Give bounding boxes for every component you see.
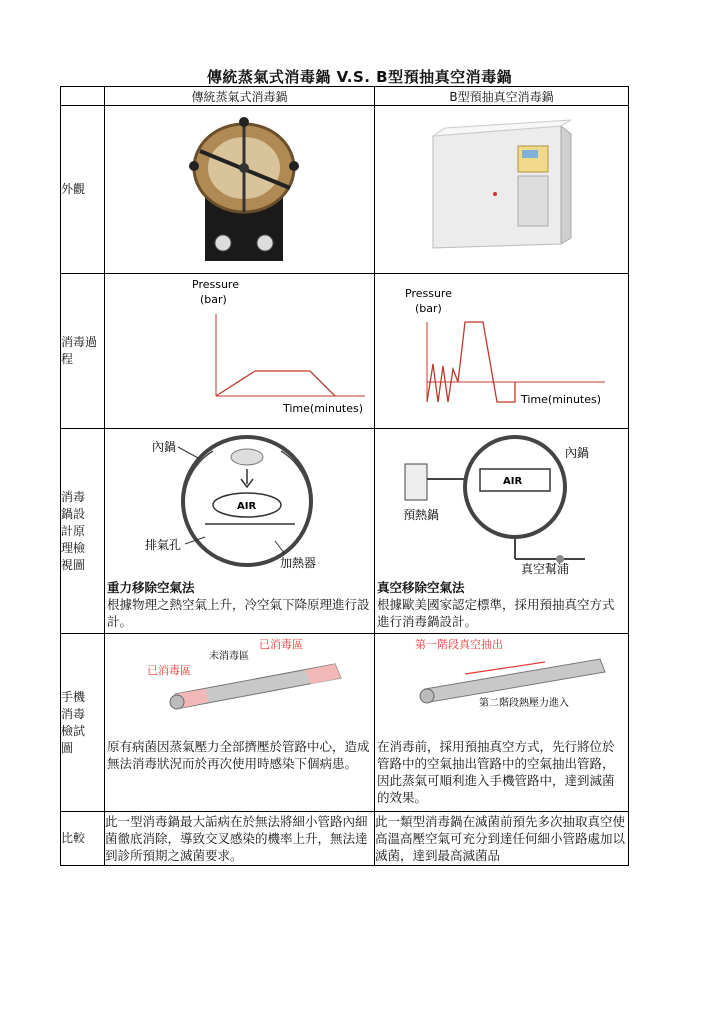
right-design-desc: 根據歐美國家認定標準，採用預抽真空方式進行消毒鍋設計。 bbox=[377, 597, 615, 629]
comparison-table bbox=[60, 86, 629, 866]
right-compare-text: 此一類型消毒鍋在滅菌前預先多次抽取真空使高溫高壓空氣可充分到達任何細小管路處加以滅菌，達到最高滅菌品 bbox=[375, 812, 629, 866]
row-process bbox=[61, 274, 629, 429]
left-ylabel1: Pressure bbox=[192, 278, 239, 291]
header-blank bbox=[61, 87, 105, 106]
header-btype: B型預抽真空消毒鍋 bbox=[375, 87, 629, 106]
row-compare bbox=[61, 812, 629, 866]
traditional-pressure-svg bbox=[105, 274, 375, 424]
page-title: 傳統蒸氣式消毒鍋 V.S. B型預抽真空消毒鍋 bbox=[206, 68, 513, 86]
left-design-desc: 根據物理之熱空氣上升，冷空氣下降原理進行設計。 bbox=[107, 597, 370, 629]
left-xlabel: Time(minutes) bbox=[283, 402, 364, 415]
right-preheat-label: 預熱鍋 bbox=[403, 508, 440, 522]
btype-pressure-chart bbox=[375, 274, 629, 429]
right-design-heading: 真空移除空氣法 bbox=[377, 580, 465, 595]
vacuum-diagram bbox=[375, 429, 629, 575]
left-inner-pot-label: 內鍋 bbox=[152, 440, 177, 454]
right-ylabel2: (bar) bbox=[415, 302, 442, 315]
row-label-design: 消毒鍋設計原理檢視圖 bbox=[61, 429, 105, 634]
left-sterilized-b: 已消毒區 bbox=[259, 638, 303, 651]
right-xlabel: Time(minutes) bbox=[521, 393, 602, 406]
right-pump-label: 真空幫浦 bbox=[521, 562, 570, 575]
btype-autoclave-picture bbox=[375, 106, 629, 269]
left-handpiece-desc: 原有病菌因蒸氣壓力全部擠壓於管路中心，造成無法消毒狀況而於再次使用時感染下個病患。 bbox=[107, 739, 370, 771]
row-handpiece bbox=[61, 634, 629, 812]
row-label-process: 消毒過程 bbox=[61, 274, 105, 429]
row-label-handpiece: 手機消毒檢試圖 bbox=[61, 634, 105, 812]
right-handpiece-desc: 在消毒前，採用預抽真空方式，先行將位於管路中的空氣抽出管路中的空氣抽出管路，因此蒸氣可順利進入手機管路中，達到滅菌的效果。 bbox=[377, 739, 615, 805]
traditional-autoclave-picture bbox=[105, 106, 375, 269]
right-ylabel1: Pressure bbox=[405, 287, 452, 300]
btype-handpiece-cell bbox=[375, 634, 629, 812]
traditional-autoclave-image bbox=[105, 106, 375, 274]
btype-pressure-svg bbox=[375, 274, 629, 424]
traditional-handpiece-cell bbox=[105, 634, 375, 812]
header-traditional: 傳統蒸氣式消毒鍋 bbox=[105, 87, 375, 106]
left-compare-text: 此一型消毒鍋最大詬病在於無法將細小管路內細菌徹底消除，導致交叉感染的機率上升，無法達到診所預期之滅菌要求。 bbox=[105, 812, 375, 866]
btype-autoclave-image bbox=[375, 106, 629, 274]
right-stage1: 第一階段真空抽出 bbox=[415, 638, 503, 651]
right-inner-pot-label: 內鍋 bbox=[565, 446, 590, 460]
left-ylabel2: (bar) bbox=[200, 293, 227, 306]
header-row bbox=[61, 87, 629, 106]
row-design bbox=[61, 429, 629, 634]
left-heater-label: 加熱器 bbox=[280, 556, 317, 570]
left-sterilized-a: 已消毒區 bbox=[147, 664, 191, 677]
row-label-appearance: 外觀 bbox=[61, 106, 105, 274]
btype-design-cell bbox=[375, 429, 629, 634]
gravity-diagram bbox=[105, 429, 375, 575]
traditional-pressure-chart bbox=[105, 274, 375, 429]
right-stage2: 第二階段熱壓力進入 bbox=[479, 698, 569, 709]
btype-handpiece-svg bbox=[375, 634, 629, 734]
traditional-design-cell bbox=[105, 429, 375, 634]
right-air-label: AIR bbox=[503, 476, 523, 487]
left-unsterilized: 未消毒區 bbox=[209, 651, 249, 662]
row-label-compare: 比較 bbox=[61, 812, 105, 866]
traditional-handpiece-svg bbox=[105, 634, 375, 734]
row-appearance bbox=[61, 106, 629, 274]
left-exhaust-label: 排氣孔 bbox=[145, 538, 182, 552]
left-design-heading: 重力移除空氣法 bbox=[107, 580, 195, 595]
left-air-label: AIR bbox=[237, 501, 257, 512]
